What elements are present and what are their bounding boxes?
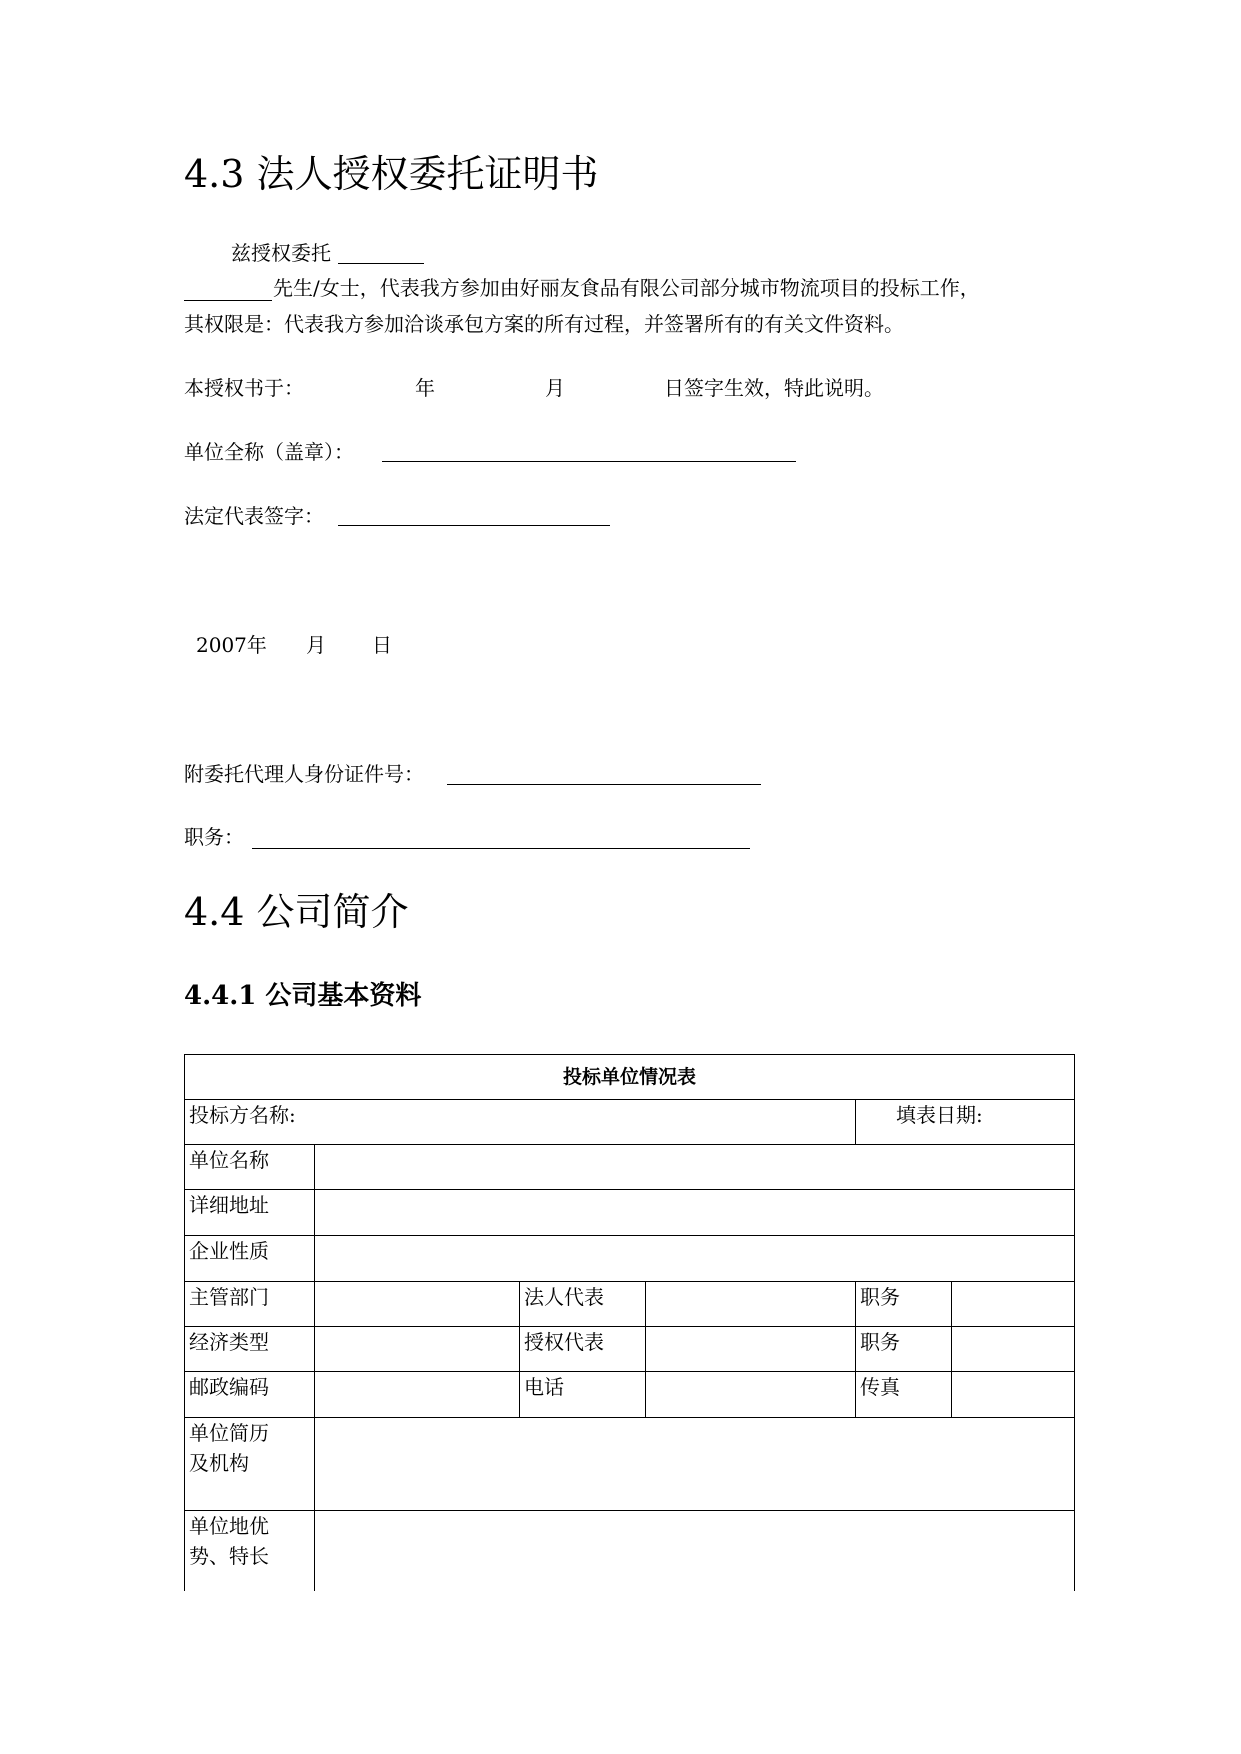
table-caption: 投标单位情况表 [185, 1055, 1075, 1100]
fill-date-label: 填表日期: [896, 1103, 983, 1127]
phone-value[interactable] [646, 1372, 856, 1418]
legal-rep-signature-blank[interactable] [338, 525, 610, 526]
legal-rep-cell-label: 法人代表 [520, 1282, 646, 1327]
date-year: 2007年 [196, 633, 267, 657]
entrustee-blank-1[interactable] [338, 263, 424, 264]
unit-name-blank[interactable] [382, 461, 796, 462]
entrust-line-2: 先生/女士，代表我方参加由好丽友食品有限公司部分城市物流项目的投标工作， [273, 276, 980, 300]
effective-suffix: 日签字生效，特此说明。 [664, 376, 884, 400]
date-day: 日 [372, 633, 392, 657]
fax-value[interactable] [952, 1372, 1075, 1418]
advantage-label [185, 1511, 315, 1592]
history-label-line-1: 单位简历 [189, 1421, 269, 1445]
effective-year: 年 [415, 376, 435, 400]
legal-rep-label: 法定代表签字： [184, 504, 324, 528]
postal-code-value[interactable] [315, 1372, 520, 1418]
section-4-4-1-subtitle: 4.4.1 公司基本资料 [184, 981, 422, 1011]
economic-type-value[interactable] [315, 1327, 520, 1372]
bidder-info-table [184, 1054, 1074, 1591]
unit-name-label: 单位全称（盖章）： [184, 440, 354, 464]
agent-id-blank[interactable] [447, 784, 761, 785]
phone-label: 电话 [520, 1372, 646, 1418]
enterprise-nature-row-label: 企业性质 [185, 1236, 315, 1282]
address-row-label: 详细地址 [185, 1190, 315, 1236]
section-4-4-title: 4.4 公司简介 [184, 890, 409, 934]
history-value[interactable] [315, 1418, 1075, 1511]
competent-dept-label: 主管部门 [185, 1282, 315, 1327]
entrust-line-3: 其权限是：代表我方参加洽谈承包方案的所有过程，并签署所有的有关文件资料。 [184, 312, 904, 336]
fill-date-cell[interactable] [856, 1100, 1075, 1145]
position-2-value[interactable] [952, 1327, 1075, 1372]
authorized-rep-value[interactable] [646, 1327, 856, 1372]
history-label [185, 1418, 315, 1511]
position-blank[interactable] [252, 848, 750, 849]
competent-dept-value[interactable] [315, 1282, 520, 1327]
unit-name-row-label: 单位名称 [185, 1145, 315, 1190]
legal-rep-value[interactable] [646, 1282, 856, 1327]
effective-month: 月 [545, 376, 565, 400]
position-1-label: 职务 [856, 1282, 952, 1327]
date-month: 月 [306, 633, 326, 657]
entrust-prefix: 兹授权委托 [231, 241, 331, 265]
advantage-label-line-1: 单位地优 [189, 1514, 269, 1538]
authorized-rep-label: 授权代表 [520, 1327, 646, 1372]
effective-label: 本授权书于： [184, 376, 304, 400]
section-4-3-title: 4.3 法人授权委托证明书 [184, 152, 599, 196]
entrustee-blank-2[interactable] [184, 300, 272, 301]
advantage-label-line-2: 势、特长 [189, 1544, 269, 1568]
address-value[interactable] [315, 1190, 1075, 1236]
economic-type-label: 经济类型 [185, 1327, 315, 1372]
agent-id-label: 附委托代理人身份证件号： [184, 762, 424, 786]
position-label: 职务： [184, 825, 244, 849]
bidder-name-label: 投标方名称: [189, 1103, 296, 1127]
enterprise-nature-value[interactable] [315, 1236, 1075, 1282]
history-label-line-2: 及机构 [189, 1451, 249, 1475]
bidder-name-cell[interactable] [185, 1100, 856, 1145]
unit-name-value[interactable] [315, 1145, 1075, 1190]
postal-code-label: 邮政编码 [185, 1372, 315, 1418]
fax-label: 传真 [856, 1372, 952, 1418]
advantage-value[interactable] [315, 1511, 1075, 1592]
position-2-label: 职务 [856, 1327, 952, 1372]
position-1-value[interactable] [952, 1282, 1075, 1327]
